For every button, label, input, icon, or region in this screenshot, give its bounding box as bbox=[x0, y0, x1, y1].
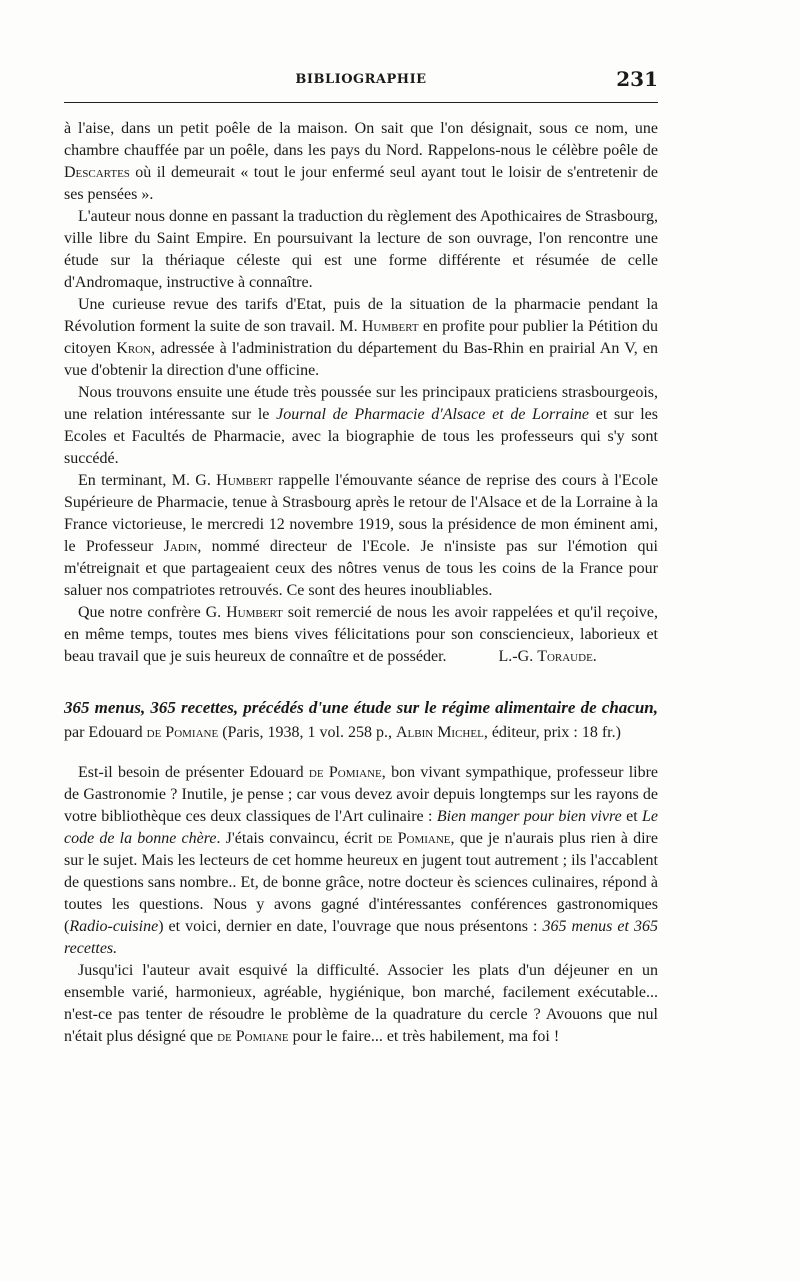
review2-paragraph-1: Est-il besoin de présenter Edouard de Pomiane, bon vivant sympathique, professeur libre de Gastronomie ? Inutile, je pense ; car vous devez avoir depuis longtemps sur les rayons de votre bibliothèque ces deux classiques de l'Art culinaire : Bien manger pour bien vivre et Le code de la bonne chère. J'étais convaincu, écrit de Pomiane, que je n'aurais plus rien à dire sur le sujet. Mais les lecteurs de cet homme heureux en jugent tout autrement ; ils l'accablent de questions sans nombre.. Et, de bonne grâce, notre docteur ès sciences culinaires, répond à toutes les questions. Nous y avons gagné d'intéressantes conférences gastronomiques (Radio-cuisine) et voici, dernier en date, l'ouvrage que nous présentons : 365 menus et 365 recettes. bbox=[64, 764, 659, 957]
review2-paragraph-2: Jusqu'ici l'auteur avait esquivé la difficulté. Associer les plats d'un déjeuner en un ensemble varié, harmonieux, agréable, hygiénique, bon marché, facilement exécutable... n'est-ce pas tenter de résoudre le problème de la quadrature du cercle ? Avouons que nul n'était plus désigné que de Pomiane pour le faire... et très habilement, ma foi ! bbox=[64, 962, 658, 1045]
signature: L.-G. Toraude. bbox=[498, 648, 597, 665]
running-head: BIBLIOGRAPHIE bbox=[295, 72, 427, 87]
page-number: 231 bbox=[616, 67, 658, 91]
review1-paragraph-4: Nous trouvons ensuite une étude très poussée sur les principaux praticiens strasbourgeois, une relation intéressante sur le Journal de Pharmacie d'Alsace et de Lorraine et sur les Ecoles et Facultés de Pharmacie, avec la biographie de tous les professeurs qui s'y sont succédé. bbox=[64, 384, 659, 467]
review1-paragraph-2: L'auteur nous donne en passant la traduction du règlement des Apothicaires de Strasbourg, ville libre du Saint Empire. En poursuivant la lecture de son ouvrage, l'on rencontre une étude sur la thériaque céleste qui est une forme différente et résumée de celle d'Andromaque, instructive à connaître. bbox=[64, 208, 658, 291]
review1-paragraph-6: Que notre confrère G. Humbert soit remercié de nous les avoir rappelées et qu'il reçoive, en même temps, toutes mes biens vives félicitations pour son consciencieux, laborieux et beau travail que je suis heureux de connaître et de posséder. L.-G. Toraude. bbox=[64, 602, 658, 668]
review1-paragraph-3: Une curieuse revue des tarifs d'Etat, puis de la situation de la pharmacie pendant la Révolution forment la suite de son travail. M. Humbert en profite pour publier la Pétition du citoyen Kron, adressée à l'administration du département du Bas-Rhin en prairial An V, en vue d'obtenir la direction d'une officine. bbox=[64, 296, 659, 379]
header-rule bbox=[64, 102, 658, 103]
review1-paragraph-5: En terminant, M. G. Humbert rappelle l'émouvante séance de reprise des cours à l'Ecole Supérieure de Pharmacie, tenue à Strasbourg après le retour de l'Alsace et de la Lorraine à la France victorieuse, le mercredi 12 novembre 1919, sous la présidence de mon éminent ami, le Professeur Jadin, nommé directeur de l'Ecole. Je n'insiste pas sur l'émotion qui m'étreignait et que partageaient ceux des nôtres venus de tous les coins de la France pour saluer nos compatriotes retrouvés. Ce sont des heures inoubliables. bbox=[64, 472, 658, 599]
page-body bbox=[64, 118, 658, 1048]
review1-paragraph-1: à l'aise, dans un petit poêle de la maison. On sait que l'on désignait, sous ce nom, une chambre chauffée par un poêle, dans les pays du Nord. Rappelons-nous le célèbre poêle de Descartes où il demeurait « tout le jour enfermé seul ayant tout le loisir de s'entretenir de ses pensées ». bbox=[64, 120, 658, 203]
page-header bbox=[64, 67, 658, 96]
review2-title: 365 menus, 365 recettes, précédés d'une étude sur le régime alimentaire de chacun, par Edouard de Pomiane (Paris, 1938, 1 vol. 258 p., Albin Michel, éditeur, prix : 18 fr.) bbox=[64, 698, 658, 741]
